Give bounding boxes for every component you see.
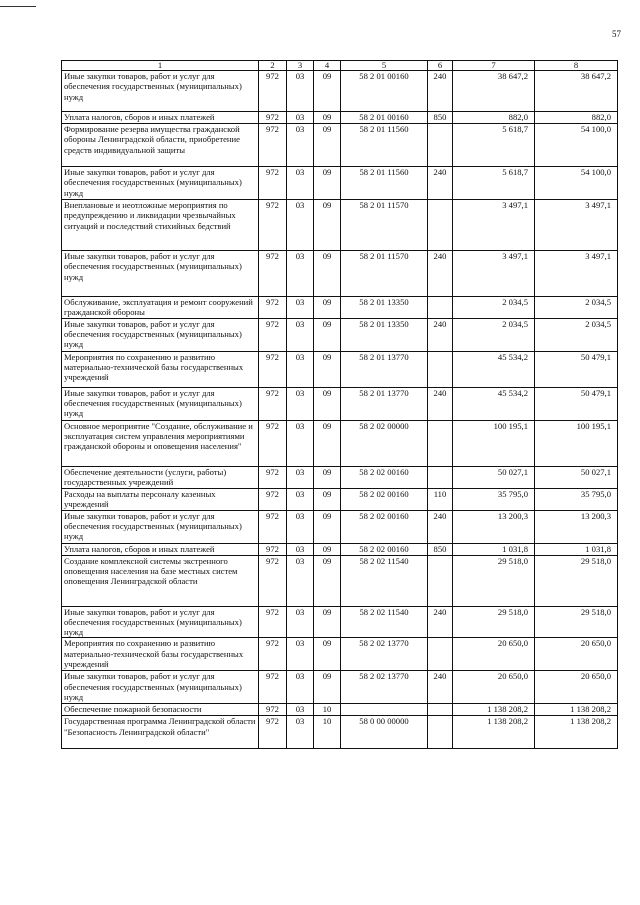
row-target-article-cell: 58 2 01 11560: [341, 124, 428, 167]
row-expense-type-cell: [428, 200, 453, 251]
row-amount-2021-cell: 50 479,1: [535, 387, 618, 420]
row-subsection-cell: 09: [314, 488, 341, 510]
row-target-article-cell: 58 2 01 00160: [341, 112, 428, 124]
row-amount-2021-cell: 50 479,1: [535, 351, 618, 387]
row-expense-type-cell: 240: [428, 318, 453, 351]
row-admin-code-cell: 972: [259, 543, 287, 555]
table-row: [62, 543, 618, 555]
row-amount-2021-cell: 3 497,1: [535, 251, 618, 297]
row-name-cell: Основное мероприятие "Создание, обслуживание и эксплуатация систем управления мероприятиями гражданской обороны и оповещения населения": [62, 420, 259, 466]
row-name-cell: Иные закупки товаров, работ и услуг для обеспечения государственных (муниципальных) нужд: [62, 387, 259, 420]
row-target-article-cell: 58 2 02 00160: [341, 488, 428, 510]
row-expense-type-cell: [428, 297, 453, 319]
header-cell: 1: [62, 61, 259, 71]
row-subsection-cell: 10: [314, 704, 341, 716]
row-subsection-cell: 09: [314, 318, 341, 351]
row-target-article-cell: 58 2 02 11540: [341, 606, 428, 638]
row-subsection-cell: 09: [314, 466, 341, 488]
row-name-cell: Иные закупки товаров, работ и услуг для обеспечения государственных (муниципальных) нужд: [62, 318, 259, 351]
row-admin-code-cell: 972: [259, 671, 287, 704]
table-row: [62, 351, 618, 387]
row-subsection-cell: 09: [314, 124, 341, 167]
row-target-article-cell: 58 2 01 13350: [341, 297, 428, 319]
row-target-article-cell: 58 2 02 00160: [341, 543, 428, 555]
row-amount-2021-cell: 882,0: [535, 112, 618, 124]
row-target-article-cell: [341, 704, 428, 716]
table-row: [62, 488, 618, 510]
row-section-cell: 03: [287, 387, 314, 420]
row-section-cell: 03: [287, 555, 314, 606]
table-row: [62, 716, 618, 749]
row-amount-2020-cell: 20 650,0: [453, 671, 535, 704]
row-subsection-cell: 09: [314, 606, 341, 638]
row-amount-2020-cell: 5 618,7: [453, 167, 535, 200]
row-subsection-cell: 09: [314, 638, 341, 671]
row-target-article-cell: 58 2 01 13350: [341, 318, 428, 351]
row-admin-code-cell: 972: [259, 351, 287, 387]
row-expense-type-cell: 850: [428, 543, 453, 555]
row-section-cell: 03: [287, 671, 314, 704]
row-admin-code-cell: 972: [259, 251, 287, 297]
row-section-cell: 03: [287, 638, 314, 671]
header-row: [62, 61, 618, 71]
row-subsection-cell: 09: [314, 112, 341, 124]
row-subsection-cell: 09: [314, 167, 341, 200]
table-row: [62, 297, 618, 319]
row-admin-code-cell: 972: [259, 387, 287, 420]
row-expense-type-cell: 110: [428, 488, 453, 510]
table-row: [62, 251, 618, 297]
row-target-article-cell: 58 2 02 00160: [341, 466, 428, 488]
row-amount-2021-cell: 54 100,0: [535, 167, 618, 200]
row-amount-2021-cell: 2 034,5: [535, 318, 618, 351]
row-amount-2020-cell: 2 034,5: [453, 318, 535, 351]
row-subsection-cell: 09: [314, 351, 341, 387]
row-amount-2021-cell: 3 497,1: [535, 200, 618, 251]
table-row: [62, 124, 618, 167]
row-amount-2020-cell: 50 027,1: [453, 466, 535, 488]
table-row: [62, 318, 618, 351]
row-section-cell: 03: [287, 318, 314, 351]
table-row: [62, 420, 618, 466]
row-expense-type-cell: 240: [428, 510, 453, 543]
row-admin-code-cell: 972: [259, 716, 287, 749]
row-amount-2020-cell: 1 031,8: [453, 543, 535, 555]
header-cell: 7: [453, 61, 535, 71]
table-row: [62, 606, 618, 638]
row-section-cell: 03: [287, 420, 314, 466]
table-row: [62, 71, 618, 112]
row-amount-2021-cell: 29 518,0: [535, 606, 618, 638]
row-amount-2021-cell: 1 031,8: [535, 543, 618, 555]
row-name-cell: Внеплановые и неотложные мероприятия по предупреждению и ликвидации чрезвычайных ситуаций и последствий стихийных бедствий: [62, 200, 259, 251]
row-section-cell: 03: [287, 488, 314, 510]
row-amount-2021-cell: 1 138 208,2: [535, 716, 618, 749]
row-expense-type-cell: 240: [428, 671, 453, 704]
corner-scan-mark: [0, 0, 36, 7]
row-amount-2020-cell: 2 034,5: [453, 297, 535, 319]
row-admin-code-cell: 972: [259, 510, 287, 543]
header-cell: 6: [428, 61, 453, 71]
row-name-cell: Обеспечение пожарной безопасности: [62, 704, 259, 716]
row-expense-type-cell: 240: [428, 251, 453, 297]
row-section-cell: 03: [287, 510, 314, 543]
row-section-cell: 03: [287, 716, 314, 749]
row-expense-type-cell: [428, 420, 453, 466]
row-section-cell: 03: [287, 351, 314, 387]
row-expense-type-cell: [428, 351, 453, 387]
table-row: [62, 387, 618, 420]
table-row: [62, 466, 618, 488]
row-admin-code-cell: 972: [259, 606, 287, 638]
row-name-cell: Государственная программа Ленинградской области "Безопасность Ленинградской области": [62, 716, 259, 749]
row-subsection-cell: 09: [314, 671, 341, 704]
row-name-cell: Расходы на выплаты персоналу казенных учреждений: [62, 488, 259, 510]
row-target-article-cell: 58 2 02 13770: [341, 671, 428, 704]
row-admin-code-cell: 972: [259, 466, 287, 488]
row-amount-2021-cell: 100 195,1: [535, 420, 618, 466]
row-expense-type-cell: [428, 716, 453, 749]
table-row: [62, 555, 618, 606]
header-cell: 2: [259, 61, 287, 71]
row-admin-code-cell: 972: [259, 167, 287, 200]
row-target-article-cell: 58 2 01 11570: [341, 200, 428, 251]
row-amount-2020-cell: 1 138 208,2: [453, 716, 535, 749]
row-subsection-cell: 10: [314, 716, 341, 749]
row-target-article-cell: 58 2 02 11540: [341, 555, 428, 606]
row-amount-2021-cell: 20 650,0: [535, 671, 618, 704]
budget-table: [61, 60, 618, 749]
table-row: [62, 112, 618, 124]
row-admin-code-cell: 972: [259, 638, 287, 671]
row-section-cell: 03: [287, 297, 314, 319]
row-admin-code-cell: 972: [259, 318, 287, 351]
row-name-cell: Формирование резерва имущества гражданской обороны Ленинградской области, приобретение средств индивидуальной защиты: [62, 124, 259, 167]
row-expense-type-cell: [428, 124, 453, 167]
row-target-article-cell: 58 2 02 13770: [341, 638, 428, 671]
row-amount-2021-cell: 13 200,3: [535, 510, 618, 543]
row-subsection-cell: 09: [314, 71, 341, 112]
row-amount-2020-cell: 3 497,1: [453, 251, 535, 297]
row-name-cell: Иные закупки товаров, работ и услуг для обеспечения государственных (муниципальных) нужд: [62, 671, 259, 704]
row-target-article-cell: 58 2 01 13770: [341, 387, 428, 420]
row-amount-2020-cell: 13 200,3: [453, 510, 535, 543]
table-row: [62, 510, 618, 543]
row-subsection-cell: 09: [314, 510, 341, 543]
row-expense-type-cell: 850: [428, 112, 453, 124]
row-amount-2020-cell: 45 534,2: [453, 387, 535, 420]
row-amount-2021-cell: 50 027,1: [535, 466, 618, 488]
table-row: [62, 167, 618, 200]
row-target-article-cell: 58 2 01 00160: [341, 71, 428, 112]
row-target-article-cell: 58 0 00 00000: [341, 716, 428, 749]
row-expense-type-cell: [428, 466, 453, 488]
row-amount-2020-cell: 100 195,1: [453, 420, 535, 466]
row-name-cell: Уплата налогов, сборов и иных платежей: [62, 543, 259, 555]
row-section-cell: 03: [287, 71, 314, 112]
row-section-cell: 03: [287, 200, 314, 251]
row-admin-code-cell: 972: [259, 112, 287, 124]
row-expense-type-cell: [428, 638, 453, 671]
row-name-cell: Иные закупки товаров, работ и услуг для обеспечения государственных (муниципальных) нужд: [62, 251, 259, 297]
page-number: 57: [612, 29, 621, 39]
row-target-article-cell: 58 2 01 11560: [341, 167, 428, 200]
header-cell: 4: [314, 61, 341, 71]
row-section-cell: 03: [287, 543, 314, 555]
row-section-cell: 03: [287, 466, 314, 488]
row-target-article-cell: 58 2 02 00000: [341, 420, 428, 466]
table-row: [62, 671, 618, 704]
row-section-cell: 03: [287, 606, 314, 638]
row-amount-2021-cell: 20 650,0: [535, 638, 618, 671]
row-amount-2020-cell: 5 618,7: [453, 124, 535, 167]
row-amount-2020-cell: 29 518,0: [453, 555, 535, 606]
row-amount-2021-cell: 54 100,0: [535, 124, 618, 167]
header-cell: 5: [341, 61, 428, 71]
row-subsection-cell: 09: [314, 387, 341, 420]
row-amount-2021-cell: 35 795,0: [535, 488, 618, 510]
row-amount-2021-cell: 38 647,2: [535, 71, 618, 112]
row-name-cell: Уплата налогов, сборов и иных платежей: [62, 112, 259, 124]
row-name-cell: Мероприятия по сохранению и развитию материально-технической базы государственных учреждений: [62, 351, 259, 387]
table-row: [62, 200, 618, 251]
row-amount-2021-cell: 29 518,0: [535, 555, 618, 606]
row-target-article-cell: 58 2 01 13770: [341, 351, 428, 387]
row-amount-2020-cell: 45 534,2: [453, 351, 535, 387]
row-amount-2020-cell: 29 518,0: [453, 606, 535, 638]
row-name-cell: Иные закупки товаров, работ и услуг для обеспечения государственных (муниципальных) нужд: [62, 606, 259, 638]
row-name-cell: Иные закупки товаров, работ и услуг для обеспечения государственных (муниципальных) нужд: [62, 510, 259, 543]
row-name-cell: Обеспечение деятельности (услуги, работы) государственных учреждений: [62, 466, 259, 488]
row-admin-code-cell: 972: [259, 124, 287, 167]
row-expense-type-cell: [428, 555, 453, 606]
row-amount-2021-cell: 1 138 208,2: [535, 704, 618, 716]
row-section-cell: 03: [287, 124, 314, 167]
table-row: [62, 638, 618, 671]
row-name-cell: Обслуживание, эксплуатация и ремонт сооружений гражданской обороны: [62, 297, 259, 319]
row-subsection-cell: 09: [314, 297, 341, 319]
row-amount-2020-cell: 38 647,2: [453, 71, 535, 112]
row-amount-2020-cell: 3 497,1: [453, 200, 535, 251]
row-name-cell: Иные закупки товаров, работ и услуг для обеспечения государственных (муниципальных) нужд: [62, 167, 259, 200]
row-amount-2020-cell: 20 650,0: [453, 638, 535, 671]
row-name-cell: Мероприятия по сохранению и развитию материально-технической базы государственных учреждений: [62, 638, 259, 671]
row-admin-code-cell: 972: [259, 704, 287, 716]
row-section-cell: 03: [287, 251, 314, 297]
row-target-article-cell: 58 2 01 11570: [341, 251, 428, 297]
row-section-cell: 03: [287, 167, 314, 200]
row-expense-type-cell: 240: [428, 167, 453, 200]
row-subsection-cell: 09: [314, 200, 341, 251]
row-section-cell: 03: [287, 704, 314, 716]
row-amount-2021-cell: 2 034,5: [535, 297, 618, 319]
row-subsection-cell: 09: [314, 555, 341, 606]
row-name-cell: Создание комплексной системы экстренного оповещения населения на базе местных систем оповещения Ленинградской области: [62, 555, 259, 606]
row-expense-type-cell: 240: [428, 606, 453, 638]
row-admin-code-cell: 972: [259, 71, 287, 112]
row-admin-code-cell: 972: [259, 200, 287, 251]
row-amount-2020-cell: 35 795,0: [453, 488, 535, 510]
row-subsection-cell: 09: [314, 251, 341, 297]
row-expense-type-cell: 240: [428, 387, 453, 420]
header-cell: 3: [287, 61, 314, 71]
row-name-cell: Иные закупки товаров, работ и услуг для обеспечения государственных (муниципальных) нужд: [62, 71, 259, 112]
row-amount-2020-cell: 1 138 208,2: [453, 704, 535, 716]
row-amount-2020-cell: 882,0: [453, 112, 535, 124]
header-cell: 8: [535, 61, 618, 71]
table-row: [62, 704, 618, 716]
row-admin-code-cell: 972: [259, 420, 287, 466]
row-target-article-cell: 58 2 02 00160: [341, 510, 428, 543]
row-admin-code-cell: 972: [259, 555, 287, 606]
row-expense-type-cell: 240: [428, 71, 453, 112]
row-admin-code-cell: 972: [259, 488, 287, 510]
row-admin-code-cell: 972: [259, 297, 287, 319]
row-section-cell: 03: [287, 112, 314, 124]
row-expense-type-cell: [428, 704, 453, 716]
row-subsection-cell: 09: [314, 543, 341, 555]
row-subsection-cell: 09: [314, 420, 341, 466]
